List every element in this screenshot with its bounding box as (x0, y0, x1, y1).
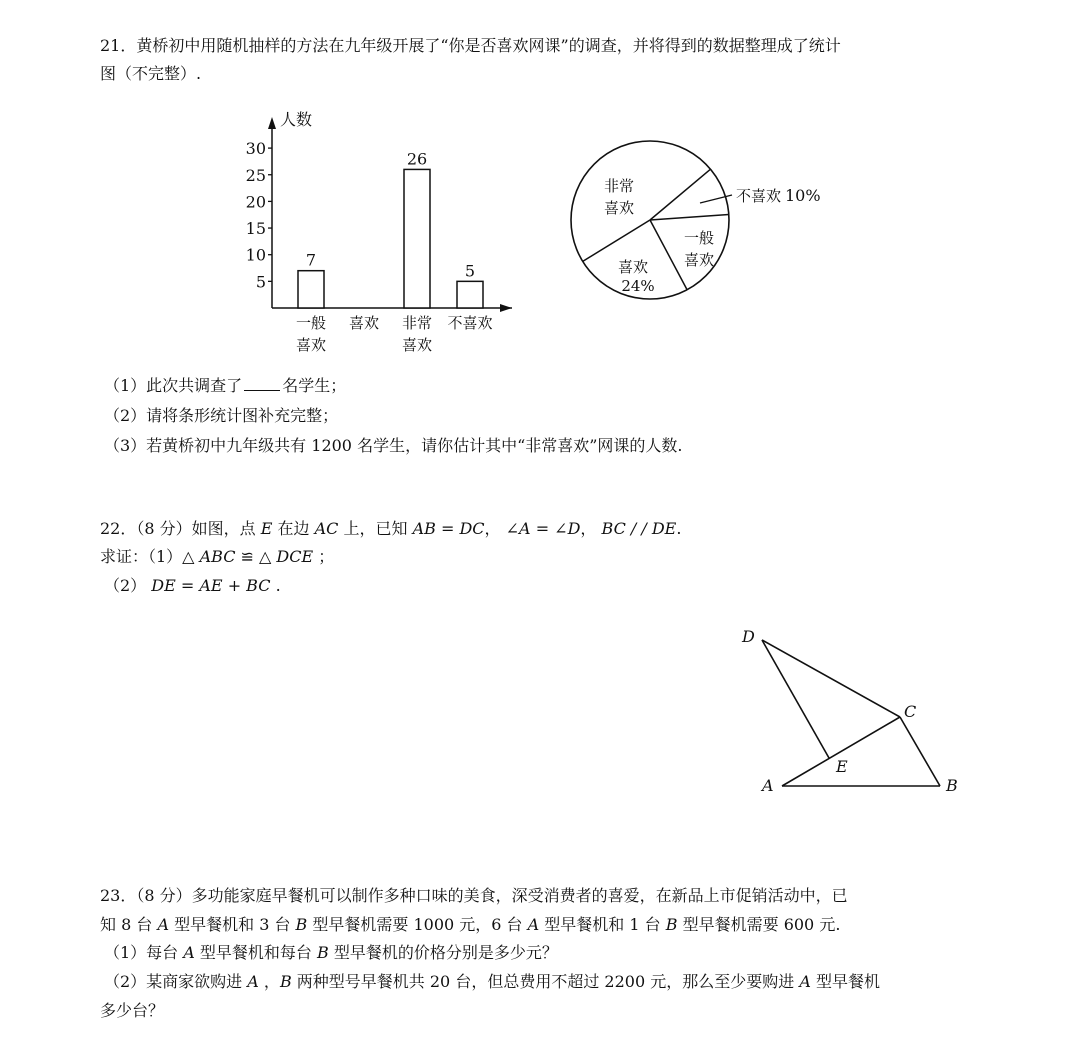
pie-chart (560, 125, 860, 315)
q21-text-line1: 21．黄桥初中用随机抽样的方法在九年级开展了“你是否喜欢网课”的调查，并将得到的数据整理成了统计 (100, 36, 841, 55)
q22-eq: DE = AE + BC (151, 576, 271, 595)
x-tick-label: 一般 (295, 314, 327, 332)
q22-t6: . (676, 519, 682, 538)
q23-a5: A (799, 972, 811, 991)
q22-side-ac: AC (314, 519, 339, 538)
label-a: A (762, 776, 774, 795)
segment-de (762, 640, 829, 758)
q23-line2 (100, 915, 840, 935)
bar-chart (230, 105, 530, 360)
q22-t9: ； (313, 547, 335, 566)
q23-t6: （1）每台 (104, 943, 184, 962)
q22-t10: （2） (104, 576, 152, 595)
q23-b4: B (279, 972, 292, 991)
q21-sub1 (104, 376, 346, 396)
bar-data-label: 7 (305, 250, 317, 270)
q23-a4: A (247, 972, 259, 991)
y-tick-label: 30 (245, 139, 266, 159)
q23-t12: 型早餐机 (810, 972, 880, 991)
bar-data-label: 5 (464, 261, 476, 281)
q23-a3: A (183, 943, 195, 962)
label-b: B (946, 776, 958, 795)
q23-a1: A (157, 915, 170, 934)
y-axis-label: 人数 (280, 110, 313, 129)
q22-t7: 求证：（1）△ (100, 547, 200, 566)
segment-bc (900, 717, 940, 786)
q21-sub1-text-a: （1）此次共调查了 (104, 376, 243, 395)
q22-line1 (100, 519, 681, 539)
y-tick-label: 10 (245, 245, 266, 265)
q22-t11: . (270, 576, 281, 595)
y-tick-label: 20 (245, 192, 266, 212)
pie-slice-label: 喜欢 (604, 199, 635, 217)
q22-tri-abc: ABC (199, 547, 236, 566)
q23-b2: B (665, 915, 678, 934)
q22-cond2: ∠A = ∠D (505, 519, 581, 538)
q22-point-e: E (260, 519, 273, 538)
q23-t3: 型早餐机需要 1000 元，6 台 (307, 915, 528, 934)
q23-t10: ， (258, 972, 280, 991)
q23-t5: 型早餐机需要 600 元. (677, 915, 841, 934)
q22-t5: ， (580, 519, 602, 538)
q23-t8: 型早餐机的价格分别是多少元？ (328, 943, 558, 962)
q23-t9: （2）某商家欲购进 (104, 972, 248, 991)
q23-b3: B (317, 943, 329, 962)
pie-slice-percent: 24% (621, 277, 655, 295)
label-d: D (742, 627, 755, 646)
q21-sub1-text-b: 名学生； (282, 376, 347, 395)
label-e: E (836, 757, 848, 776)
segment-dc (762, 640, 900, 717)
q23-t4: 型早餐机和 1 台 (539, 915, 666, 934)
q23-line1: 23．（8 分）多功能家庭早餐机可以制作多种口味的美食，深受消费者的喜爱，在新品上市促销活动中，已 (100, 886, 848, 905)
answer-blank (244, 376, 280, 391)
pie-slice-label: 喜欢 (618, 258, 649, 276)
q22-t8: ≌ △ (235, 547, 277, 566)
x-tick-label: 喜欢 (401, 336, 433, 354)
q22-cond1: AB = DC (412, 519, 485, 538)
pie-slice-label: 喜欢 (684, 251, 715, 269)
q23-line4 (104, 972, 880, 992)
bar (404, 169, 430, 308)
x-tick-label: 喜欢 (295, 336, 327, 354)
q22-cond3: BC / / DE (601, 519, 677, 538)
q21-sub2: （2）请将条形统计图补充完整； (104, 406, 339, 425)
q23-t7: 型早餐机和每台 (194, 943, 318, 962)
label-c: C (904, 702, 917, 721)
q22-t1: 22．（8 分）如图，点 (100, 519, 261, 538)
q21-sub3: （3）若黄桥初中九年级共有 1200 名学生，请你估计其中“非常喜欢”网课的人数. (104, 436, 683, 455)
q23-line3 (104, 943, 558, 963)
y-tick-label: 25 (245, 165, 266, 185)
pie-slice-label: 非常 (604, 177, 635, 195)
q22-tri-dce: DCE (276, 547, 314, 566)
x-tick-label: 非常 (401, 314, 433, 332)
q23-b1: B (295, 915, 308, 934)
y-tick-label: 15 (245, 219, 266, 239)
geometry-figure (740, 620, 980, 810)
bar (457, 281, 483, 308)
q22-t3: 上，已知 (338, 519, 413, 538)
x-tick-label: 喜欢 (348, 314, 380, 332)
q23-line5: 多少台？ (100, 1001, 165, 1020)
pie-slice-percent: 10% (785, 186, 821, 205)
pie-slice-label: 一般 (684, 229, 715, 247)
q22-t4: ， (484, 519, 506, 538)
q22-line2 (100, 547, 334, 567)
q23-t11: 两种型号早餐机共 20 台，但总费用不超过 2200 元，那么至少要购进 (291, 972, 800, 991)
x-axis-arrow (500, 304, 512, 312)
q21-text-line2: 图（不完整）. (100, 64, 202, 83)
pie-slice-label: 不喜欢 (736, 187, 782, 205)
q23-a2: A (527, 915, 540, 934)
bar (298, 271, 324, 308)
x-tick-label: 不喜欢 (447, 314, 493, 332)
bar-data-label: 26 (406, 149, 428, 169)
y-tick-label: 5 (255, 272, 266, 292)
q22-line3 (104, 576, 281, 596)
q23-t1: 知 8 台 (100, 915, 158, 934)
q22-t2: 在边 (272, 519, 315, 538)
y-axis-arrow (268, 117, 276, 129)
q23-t2: 型早餐机和 3 台 (169, 915, 296, 934)
